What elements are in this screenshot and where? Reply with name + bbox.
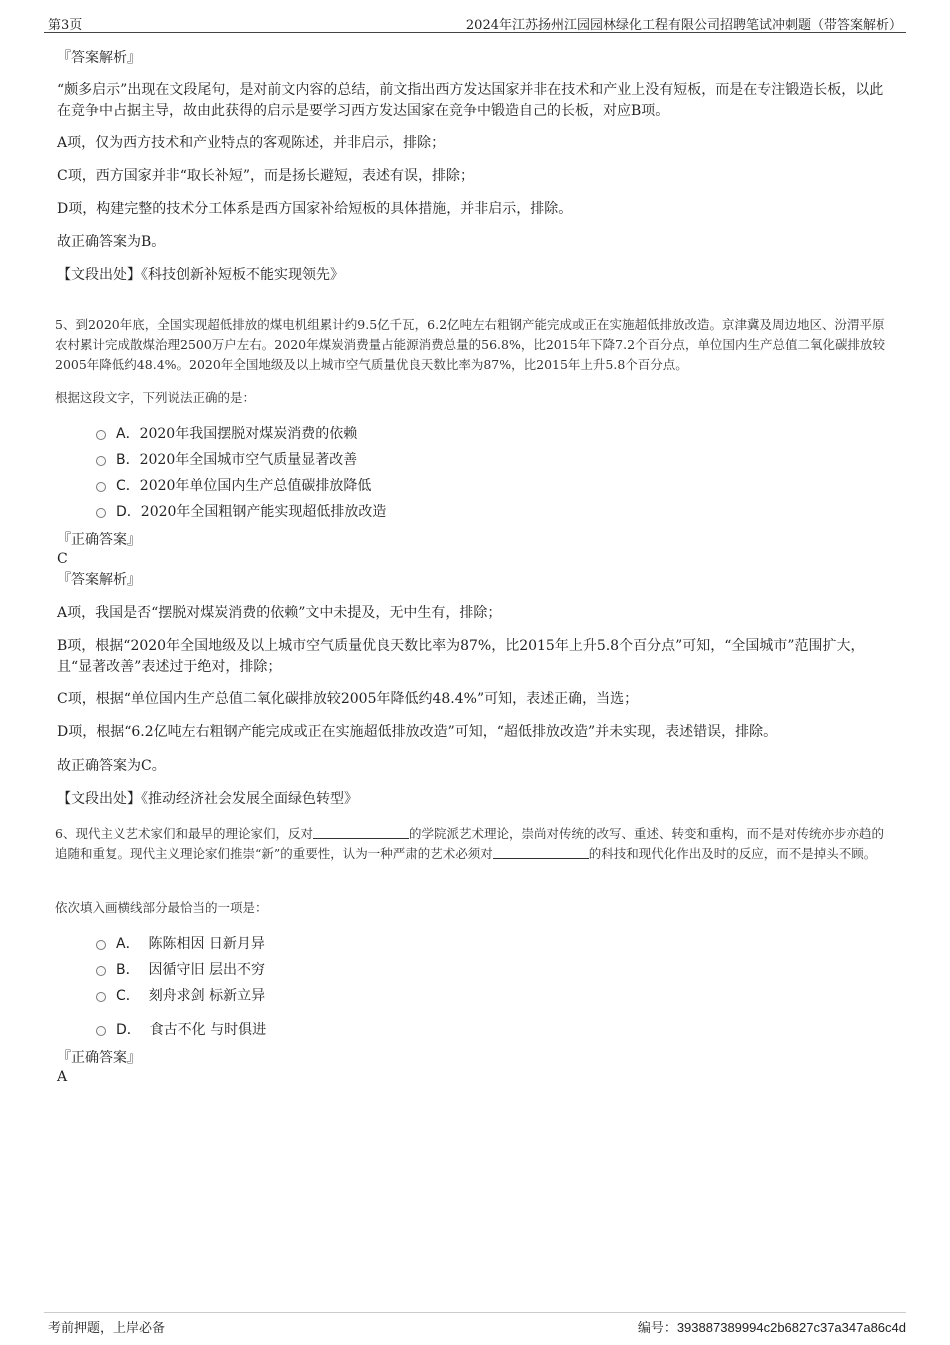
q5-option-d[interactable]: D．2020年全国粗钢产能实现超低排放改造	[96, 502, 386, 522]
q5-answer: C	[57, 551, 68, 567]
q4-conclusion: 故正确答案为B。	[57, 234, 166, 250]
q5-option-d-analysis: D项，根据“6.2亿吨左右粗钢产能完成或正在实施超低排放改造”可知，“超低排放改造”并未实现，表述错误，排除。	[57, 724, 778, 740]
q5-option-c[interactable]: C．2020年单位国内生产总值碳排放降低	[96, 476, 371, 496]
radio-icon[interactable]	[96, 1026, 106, 1036]
q4-option-d-analysis: D项，构建完整的技术分工体系是西方国家补给短板的具体措施，并非启示，排除。	[57, 201, 573, 217]
page-header	[44, 12, 906, 33]
q4-analysis-heading: 『答案解析』	[57, 50, 141, 66]
document-title: 2024年江苏扬州江园园林绿化工程有限公司招聘笔试冲刺题（带答案解析）	[465, 18, 902, 33]
document-id: 编号：393887389994c2b6827c37a347a86c4d	[637, 1320, 906, 1336]
q6-option-b[interactable]: B． 因循守旧 层出不穷	[96, 960, 265, 980]
q5-analysis-heading: 『答案解析』	[57, 572, 141, 588]
q5-conclusion: 故正确答案为C。	[57, 758, 166, 774]
radio-icon[interactable]	[96, 456, 106, 466]
q5-stem: 5、到2020年底，全国实现超低排放的煤电机组累计约9.5亿千瓦，6.2亿吨左右粗钢产能完成或正在实施超低排放改造。京津冀及周边地区、汾渭平原农村累计完成散煤治理2500万户左右。2020年煤炭消费量占能源消费总量的56.8%，比2015年下降7.2个百分点，单位国内生产总值二氧化碳排放较2005年降低约48.4%。2020年全国地级及以上城市空气质量优良天数比率为87%，比2015年上升5.8个百分点。	[55, 317, 886, 372]
q5-source: 【文段出处】《推动经济社会发展全面绿色转型》	[57, 791, 358, 807]
fill-blank-2	[493, 846, 589, 859]
q4-option-a-analysis: A项，仅为西方技术和产业特点的客观陈述，并非启示，排除；	[57, 135, 446, 151]
q4-option-c-analysis: C项，西方国家并非“取长补短”，而是扬长避短，表述有误，排除；	[57, 168, 475, 184]
q5-option-b-analysis: B项，根据“2020年全国地级及以上城市空气质量优良天数比率为87%，比2015年上升5.8个百分点”可知，“全国城市”范围扩大，且“显著改善”表述过于绝对，排除；	[57, 638, 865, 675]
q5-prompt: 根据这段文字，下列说法正确的是：	[55, 390, 256, 405]
q5-option-b[interactable]: B．2020年全国城市空气质量显著改善	[96, 450, 357, 470]
q4-source: 【文段出处】《科技创新补短板不能实现领先》	[57, 267, 344, 283]
q5-option-c-analysis: C项，根据“单位国内生产总值二氧化碳排放较2005年降低约48.4%”可知，表述正确，当选；	[57, 691, 639, 707]
page-footer	[44, 1312, 906, 1336]
q6-option-c[interactable]: C． 刻舟求剑 标新立异	[96, 986, 265, 1006]
q6-answer-heading: 『正确答案』	[57, 1050, 141, 1066]
radio-icon[interactable]	[96, 430, 106, 440]
q5-option-a-analysis: A项，我国是否“摆脱对煤炭消费的依赖”文中未提及，无中生有，排除；	[57, 605, 502, 621]
q6-answer: A	[57, 1069, 68, 1085]
q5-option-a[interactable]: A．2020年我国摆脱对煤炭消费的依赖	[96, 424, 357, 444]
page-number: 第3页	[48, 18, 83, 33]
radio-icon[interactable]	[96, 966, 106, 976]
q6-prompt: 依次填入画横线部分最恰当的一项是：	[55, 900, 268, 915]
q4-analysis-paragraph: “颇多启示”出现在文段尾句，是对前文内容的总结，前文指出西方发达国家并非在技术和产业上没有短板，而是在专注锻造长板，以此在竞争中占据主导，故由此获得的启示是要学习西方发达国家在竞争中锻造自己的长板，对应B项。	[57, 82, 884, 119]
q6-stem: 6、现代主义艺术家们和最早的理论家们，反对 的学院派艺术理论，崇尚对传统的改写、重述、转变和重构，而不是对传统亦步亦趋的追随和重复。现代主义理论家们推崇“新”的重要性，认为一种严肃的艺术必须对 的科技和现代化作出及时的反应，而不是掉头不顾。	[55, 826, 884, 861]
q6-option-d[interactable]: D． 食古不化 与时俱进	[96, 1020, 266, 1040]
q6-option-a[interactable]: A． 陈陈相因 日新月异	[96, 934, 265, 954]
fill-blank-1	[313, 826, 409, 839]
footer-slogan: 考前押题，上岸必备	[48, 1321, 166, 1336]
radio-icon[interactable]	[96, 940, 106, 950]
radio-icon[interactable]	[96, 992, 106, 1002]
q5-answer-heading: 『正确答案』	[57, 532, 141, 548]
radio-icon[interactable]	[96, 482, 106, 492]
radio-icon[interactable]	[96, 508, 106, 518]
